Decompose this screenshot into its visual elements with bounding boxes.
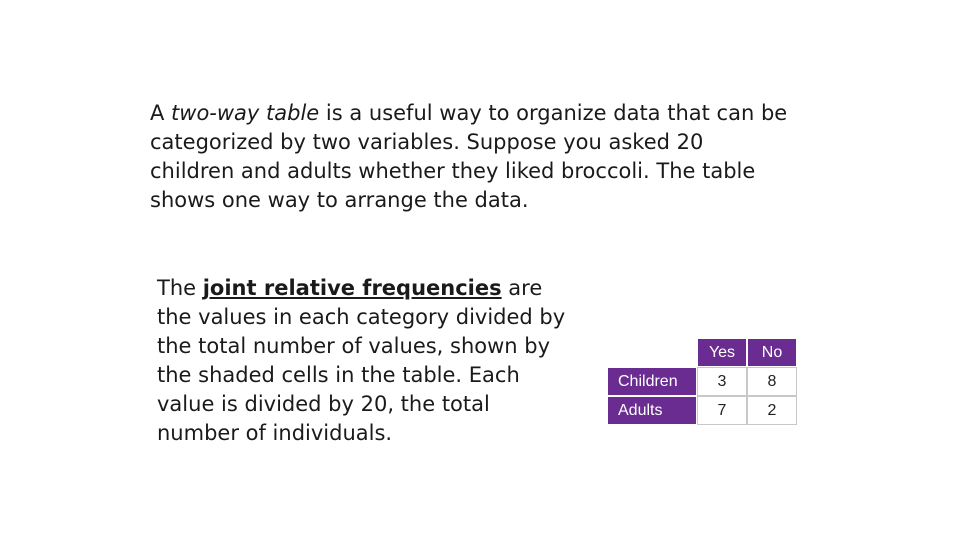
intro-term-two-way-table: two-way table — [171, 101, 320, 125]
intro-prefix: A — [150, 101, 172, 125]
intro-body: is a useful way to organize data that can be categorized by two variables. Suppose you asked 20 children and adults whether they liked broccoli. The table shows one way to arrange the data. — [150, 101, 788, 212]
column-header-yes: Yes — [698, 339, 746, 366]
cell-children-no: 8 — [748, 368, 796, 395]
row-header-adults: Adults — [608, 397, 696, 424]
column-header-no: No — [748, 339, 796, 366]
cell-children-yes: 3 — [698, 368, 746, 395]
table-row — [608, 397, 796, 424]
definition-body: are the values in each category divided by the total number of values, shown by the shaded cells in the table. Each value is divided by 20, the total number of individuals. — [157, 276, 566, 445]
definition-prefix: The — [157, 276, 203, 300]
definition-term: joint relative frequencies — [202, 276, 502, 300]
row-header-children: Children — [608, 368, 696, 395]
cell-adults-yes: 7 — [698, 397, 746, 424]
table-corner-cell — [608, 339, 696, 366]
cell-adults-no: 2 — [748, 397, 796, 424]
two-way-table — [606, 337, 798, 426]
intro-paragraph — [150, 99, 790, 215]
table-row — [608, 368, 796, 395]
definition-paragraph — [157, 274, 577, 448]
table-header-row — [608, 339, 796, 366]
